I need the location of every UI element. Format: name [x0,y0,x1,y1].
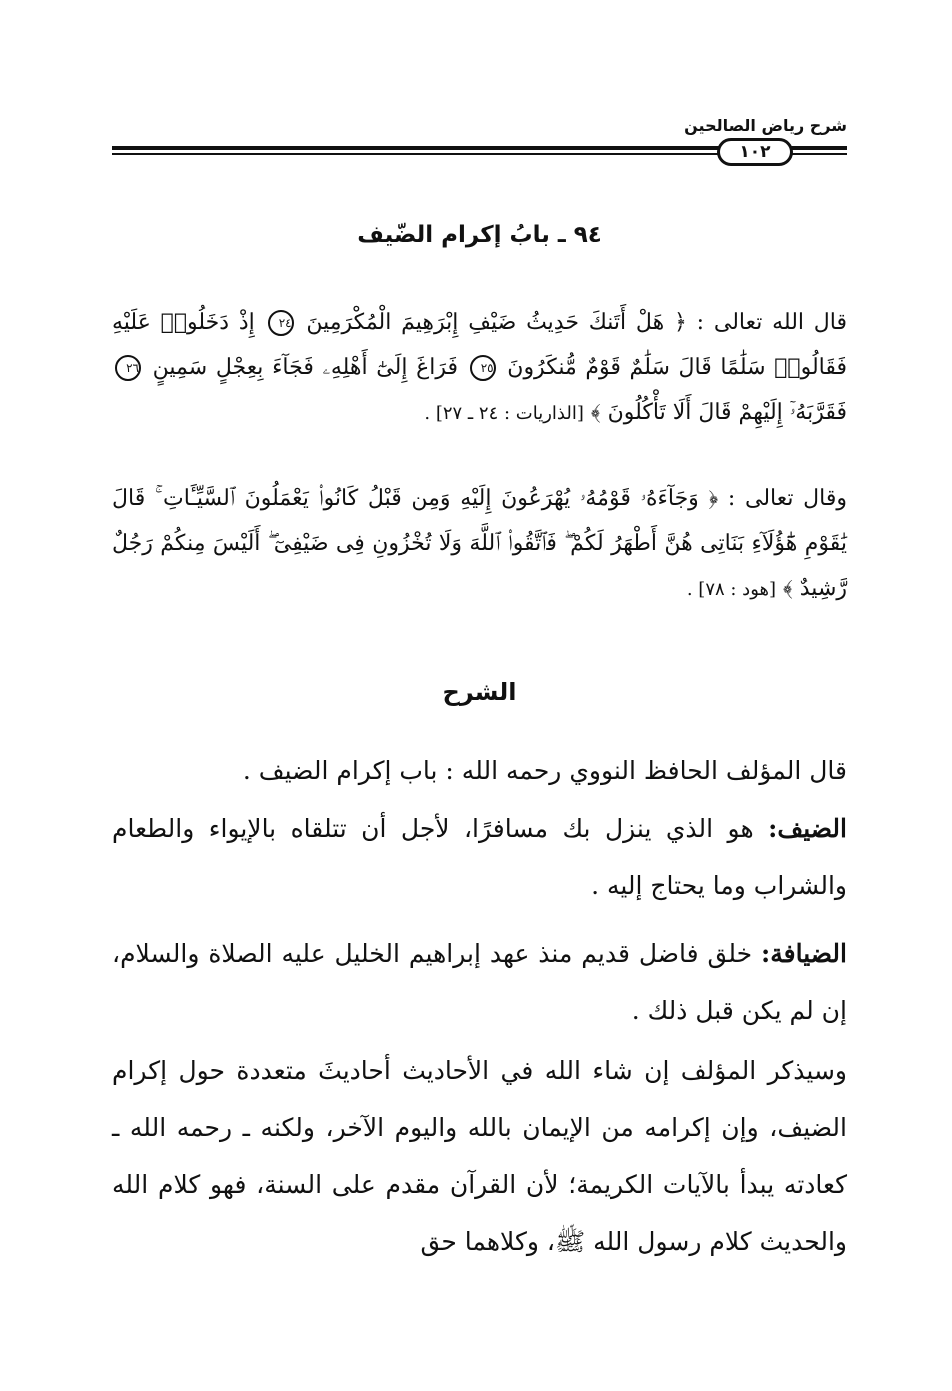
quran-text-segment: ﴿ هَلْ أَتَنكَ حَدِيثُ ضَيْفِ إِبْرَهِيمَ الْمُكْرَمِينَ [306,310,687,335]
page-header [112,112,847,172]
chapter-title: ٩٤ ـ بابُ إكرام الضّيف [357,222,602,248]
ayah-number-marker: ٢٥ [470,355,496,381]
definition-term: الضيافة: [761,939,847,968]
surah-reference: [هود : ٧٨] . [686,579,777,600]
verse-intro: قال الله تعالى : [696,310,848,335]
commentary-paragraph [112,742,847,799]
definition-term: الضيف: [768,814,847,843]
verse-block-dhariyat [112,300,847,436]
quran-text-segment: إِذْ دَخَلُوا۟ عَلَيْهِ فَقَالُوا۟ سَلَٰمًا قَالَ سَلَٰمٌ قَوْمٌ مُّنكَرُونَ [112,310,848,380]
commentary-paragraph [112,1042,847,1270]
commentary-heading: الشرح [442,678,517,706]
paragraph-text: قال المؤلف الحافظ النووي رحمه الله : باب إكرام الضيف . [242,756,847,785]
verse-block-hud [112,476,847,612]
quran-text-segment: فَرَاغَ إِلَىٰٓ أَهْلِهِۦ فَجَآءَ بِعِجْلٍ سَمِينٍ [152,355,458,380]
commentary-paragraph [112,925,847,1039]
page-number: ١٠٢ [717,138,793,166]
verse-intro: وقال تعالى : [727,486,847,511]
paragraph-text: هو الذي ينزل بك مسافرًا، لأجل أن تتلقاه بالإيواء والطعام والشراب وما يحتاج إليه . [112,814,847,900]
paragraph-text: خلق فاضل قديم منذ عهد إبراهيم الخليل عليه الصلاة والسلام، إن لم يكن قبل ذلك . [112,939,847,1025]
book-title: شرح رياض الصالحين [684,116,847,135]
commentary-paragraph [112,800,847,914]
surah-reference: [الذاريات : ٢٤ ـ ٢٧] . [424,403,584,424]
quran-text-segment: ﴿ وَجَآءَهُۥ قَوْمُهُۥ يُهْرَعُونَ إِلَيْهِ وَمِن قَبْلُ كَانُوا۟ يَعْمَلُونَ ٱلسَّيِّـَٔاتِ ۚ قَالَ يَٰقَوْمِ هَٰٓؤُلَآءِ بَنَاتِى هُنَّ أَطْهَرُ لَكُمْ ۖ فَٱتَّقُوا۟ ٱللَّهَ وَلَا تُخْزُونِ فِى ضَيْفِىٓ ۖ أَلَيْسَ مِنكُمْ رَجُلٌ رَّشِيدٌ ﴾ [112,486,847,601]
quran-text-segment: فَقَرَّبَهُۥٓ إِلَيْهِمْ قَالَ أَلَا تَأْكُلُونَ ﴾ [590,400,847,425]
paragraph-text: وسيذكر المؤلف إن شاء الله في الأحاديث أحاديثَ متعددة حول إكرام الضيف، وإن إكرامه من الإيمان بالله واليوم الآخر، ولكنه ـ رحمه الله ـ كعادته يبدأ بالآيات الكريمة؛ لأن القرآن مقدم على السنة، فهو كلام الله والحديث كلام رسول الله ﷺ، وكلاهما حق [112,1056,847,1256]
ayah-number-marker: ٢٦ [115,355,141,381]
ayah-number-marker: ٢٤ [268,310,294,336]
